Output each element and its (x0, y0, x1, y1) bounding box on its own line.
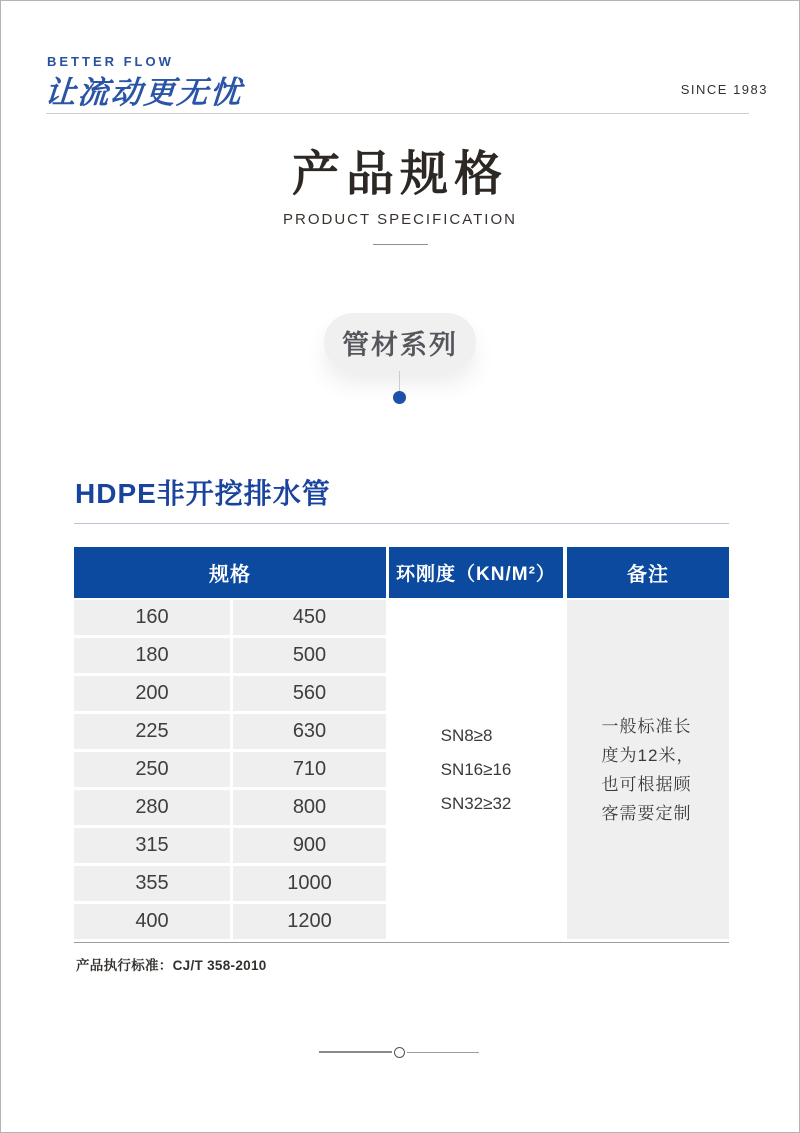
ornament-line-right (407, 1052, 479, 1053)
table-row (74, 676, 386, 711)
ring-stiffness-values: SN8≥8 SN16≥16 SN32≥32 (440, 725, 512, 813)
spec-cell: 500 (233, 638, 386, 673)
spec-cell: 280 (74, 790, 230, 825)
standard-note: 产品执行标准：CJ/T 358-2010 (76, 958, 267, 973)
spec-cell: 900 (233, 828, 386, 863)
badge-dot (393, 391, 406, 404)
spec-cell: 200 (74, 676, 230, 711)
table-row (74, 638, 386, 673)
spec-cell: 560 (233, 676, 386, 711)
footer-ornament (319, 1046, 481, 1058)
table-row (74, 904, 386, 939)
brand-logotype: 让流动更无忧 (43, 75, 245, 110)
spec-cell: 1200 (233, 904, 386, 939)
table-row (74, 790, 386, 825)
table-bottom-border (74, 942, 729, 943)
spec-cell: 225 (74, 714, 230, 749)
spec-cell: 710 (233, 752, 386, 787)
ring-stiffness-cell (389, 600, 563, 939)
remark-text: 一般标准长 度为12米， 也可根据顾 客需要定制 (601, 716, 695, 823)
spec-cell: 160 (74, 600, 230, 635)
badge-connector-line (399, 371, 400, 391)
table-row (74, 828, 386, 863)
series-badge: 管材系列 (324, 313, 476, 371)
table-row (74, 752, 386, 787)
table-body (74, 600, 729, 939)
section-divider (74, 523, 729, 524)
spec-cell: 180 (74, 638, 230, 673)
ornament-line-left (319, 1051, 392, 1053)
table-row (74, 866, 386, 901)
page-subtitle: PRODUCT SPECIFICATION (283, 211, 517, 228)
header-remark: 备注 (567, 547, 729, 598)
table-row (74, 714, 386, 749)
spec-cell: 400 (74, 904, 230, 939)
spec-cell: 315 (74, 828, 230, 863)
ornament-circle-icon (394, 1047, 405, 1058)
spec-cell: 355 (74, 866, 230, 901)
page-title: 产品规格 (291, 148, 508, 201)
header-ring-stiffness: 环刚度（KN/M²） (389, 547, 563, 598)
spec-cell: 250 (74, 752, 230, 787)
header-spec: 规格 (74, 547, 386, 598)
brand-tagline: BETTER FLOW (47, 54, 174, 69)
spec-rows (74, 600, 386, 939)
header-divider (46, 113, 749, 114)
title-block (1, 145, 799, 245)
title-divider (373, 244, 428, 245)
table-header-row (74, 547, 729, 598)
spec-cell: 800 (233, 790, 386, 825)
table-row (74, 600, 386, 635)
spec-table (74, 547, 729, 943)
spec-cell: 630 (233, 714, 386, 749)
remark-cell (567, 600, 729, 939)
spec-cell: 450 (233, 600, 386, 635)
spec-cell: 1000 (233, 866, 386, 901)
since-label: SINCE 1983 (680, 82, 768, 97)
section-heading: HDPE非开挖排水管 (75, 478, 331, 509)
